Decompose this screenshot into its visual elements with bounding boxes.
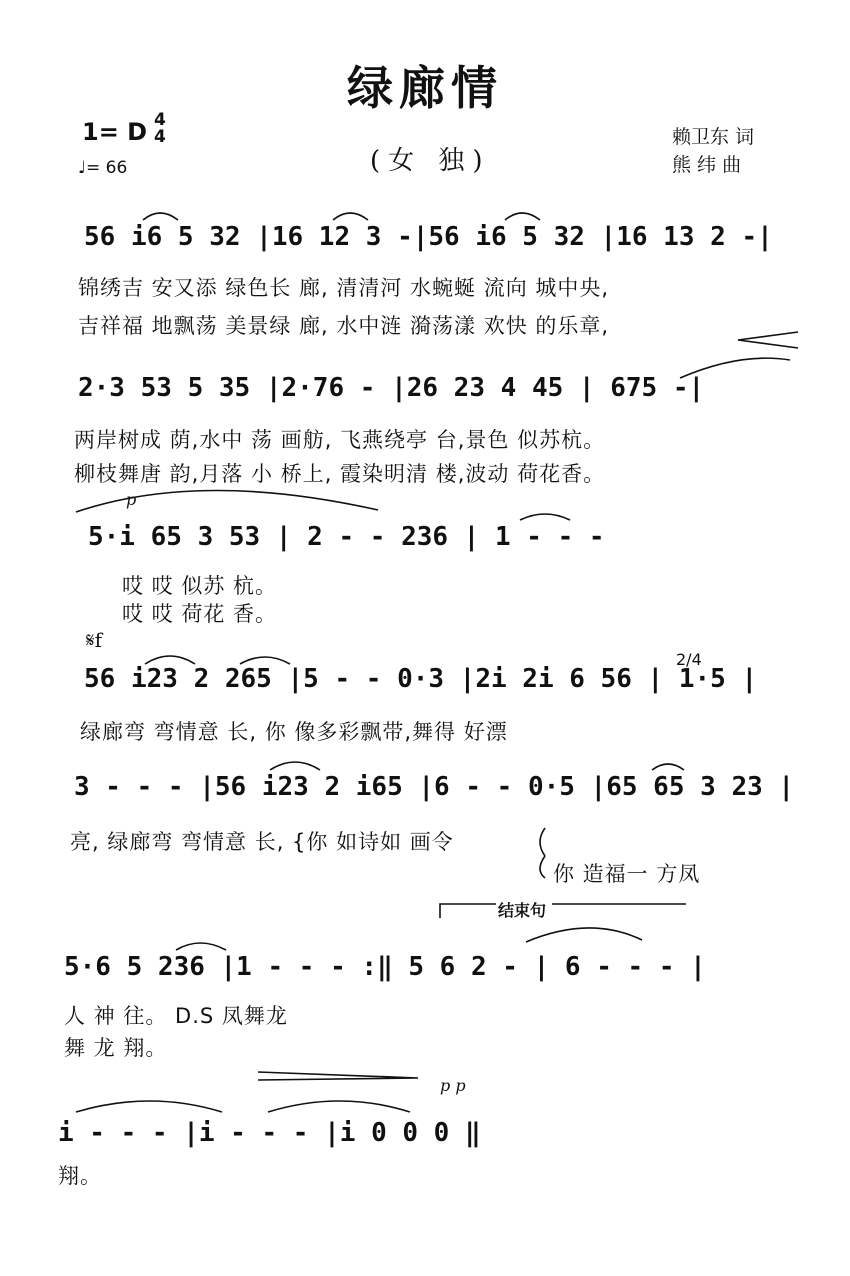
slur-row1-b (333, 213, 368, 220)
score-row-5: 3 - - - |56 i23 2 i65 |6 - - 0·5 |65 65 3 23 | (74, 772, 795, 802)
slur-row6-a (176, 943, 226, 950)
score-row-6: 5·6 5 236 |1 - - - :‖ 5 6 2 - | 6 - - - | (64, 952, 706, 982)
ending-bracket-line (440, 904, 686, 918)
lyricist-credit: 赖卫东 词 (672, 126, 755, 148)
lyric-row-6-line-2: 舞 龙 翔。 (64, 1036, 168, 1060)
lyric-row-1-verse-2: 吉祥福 地飘荡 美景绿 廊, 水中涟 漪荡漾 欢快 的乐章, (78, 314, 610, 338)
tempo-marking: ♩= 66 (78, 158, 128, 178)
slur-row2 (680, 358, 790, 378)
slur-row7-a (76, 1101, 222, 1112)
slur-row1-a (143, 213, 178, 220)
lyric-row-5-line-1: 亮, 绿廊弯 弯情意 长, {你 如诗如 画令 (70, 830, 454, 854)
meter-top: 4 (154, 110, 166, 130)
score-row-7: i - - - |i - - - |i 0 0 0 ‖ (58, 1118, 481, 1148)
dynamic-piano: p (126, 490, 137, 509)
slur-row3-long (76, 490, 378, 512)
slur-row6-b (526, 928, 642, 942)
lyric-row-7: 翔。 (58, 1164, 102, 1188)
performance-note: (女 独) (370, 146, 491, 176)
hairpin-row7 (258, 1072, 418, 1080)
slur-row4-a (145, 656, 195, 664)
slur-row3-end (520, 514, 570, 520)
ending-phrase-label: 结束句 (498, 901, 547, 920)
dynamic-pianissimo: p p (440, 1076, 466, 1095)
slur-row7-b (268, 1101, 410, 1112)
lyric-bracket (540, 828, 545, 878)
song-title: 绿廊情 (347, 61, 503, 115)
score-row-2: 2·3 53 5 35 |2·76 - |26 23 4 45 | 675 -| (78, 373, 705, 403)
key-signature: 1= D (82, 118, 148, 146)
lyric-row-6-line-1: 人 神 往。 D.S 凤舞龙 (64, 1004, 288, 1028)
hairpin-row2 (738, 332, 798, 348)
meter-bottom: 4 (154, 127, 166, 147)
lyric-row-2-verse-1: 两岸树成 荫,水中 荡 画舫, 飞燕绕亭 台,景色 似苏杭。 (74, 428, 606, 452)
lyric-row-3-verse-1: 哎 哎 似苏 杭。 (122, 574, 278, 598)
lyric-row-4: 绿廊弯 弯情意 长, 你 像多彩飘带,舞得 好漂 (80, 720, 508, 744)
slur-row1-c (505, 213, 540, 220)
lyric-row-2-verse-2: 柳枝舞唐 韵,月落 小 桥上, 霞染明清 楼,波动 荷花香。 (74, 462, 606, 486)
score-row-4: 56 i23 2 265 |5 - - 0·3 |2i 2i 6 56 | 1·5 | (84, 664, 758, 694)
slur-row5-a (270, 762, 320, 770)
score-row-1: 56 i6 5 32 |16 12 3 -|56 i6 5 32 |16 13 2 -| (84, 222, 773, 252)
lyric-row-1-verse-1: 锦绣吉 安又添 绿色长 廊, 清清河 水蜿蜒 流向 城中央, (78, 276, 610, 300)
score-row-3: 5·i 65 3 53 | 2 - - 236 | 1 - - - (88, 522, 605, 552)
slur-row5-b (652, 764, 684, 770)
segno-forte-mark: 𝄋f (86, 628, 103, 652)
lyric-row-5-line-2: 你 造福一 方凤 (553, 862, 701, 886)
composer-credit: 熊 纬 曲 (672, 154, 742, 176)
slur-row4-b (240, 657, 290, 664)
lyric-row-3-verse-2: 哎 哎 荷花 香。 (122, 602, 278, 626)
time-change-marking: 2/4 (676, 650, 702, 669)
